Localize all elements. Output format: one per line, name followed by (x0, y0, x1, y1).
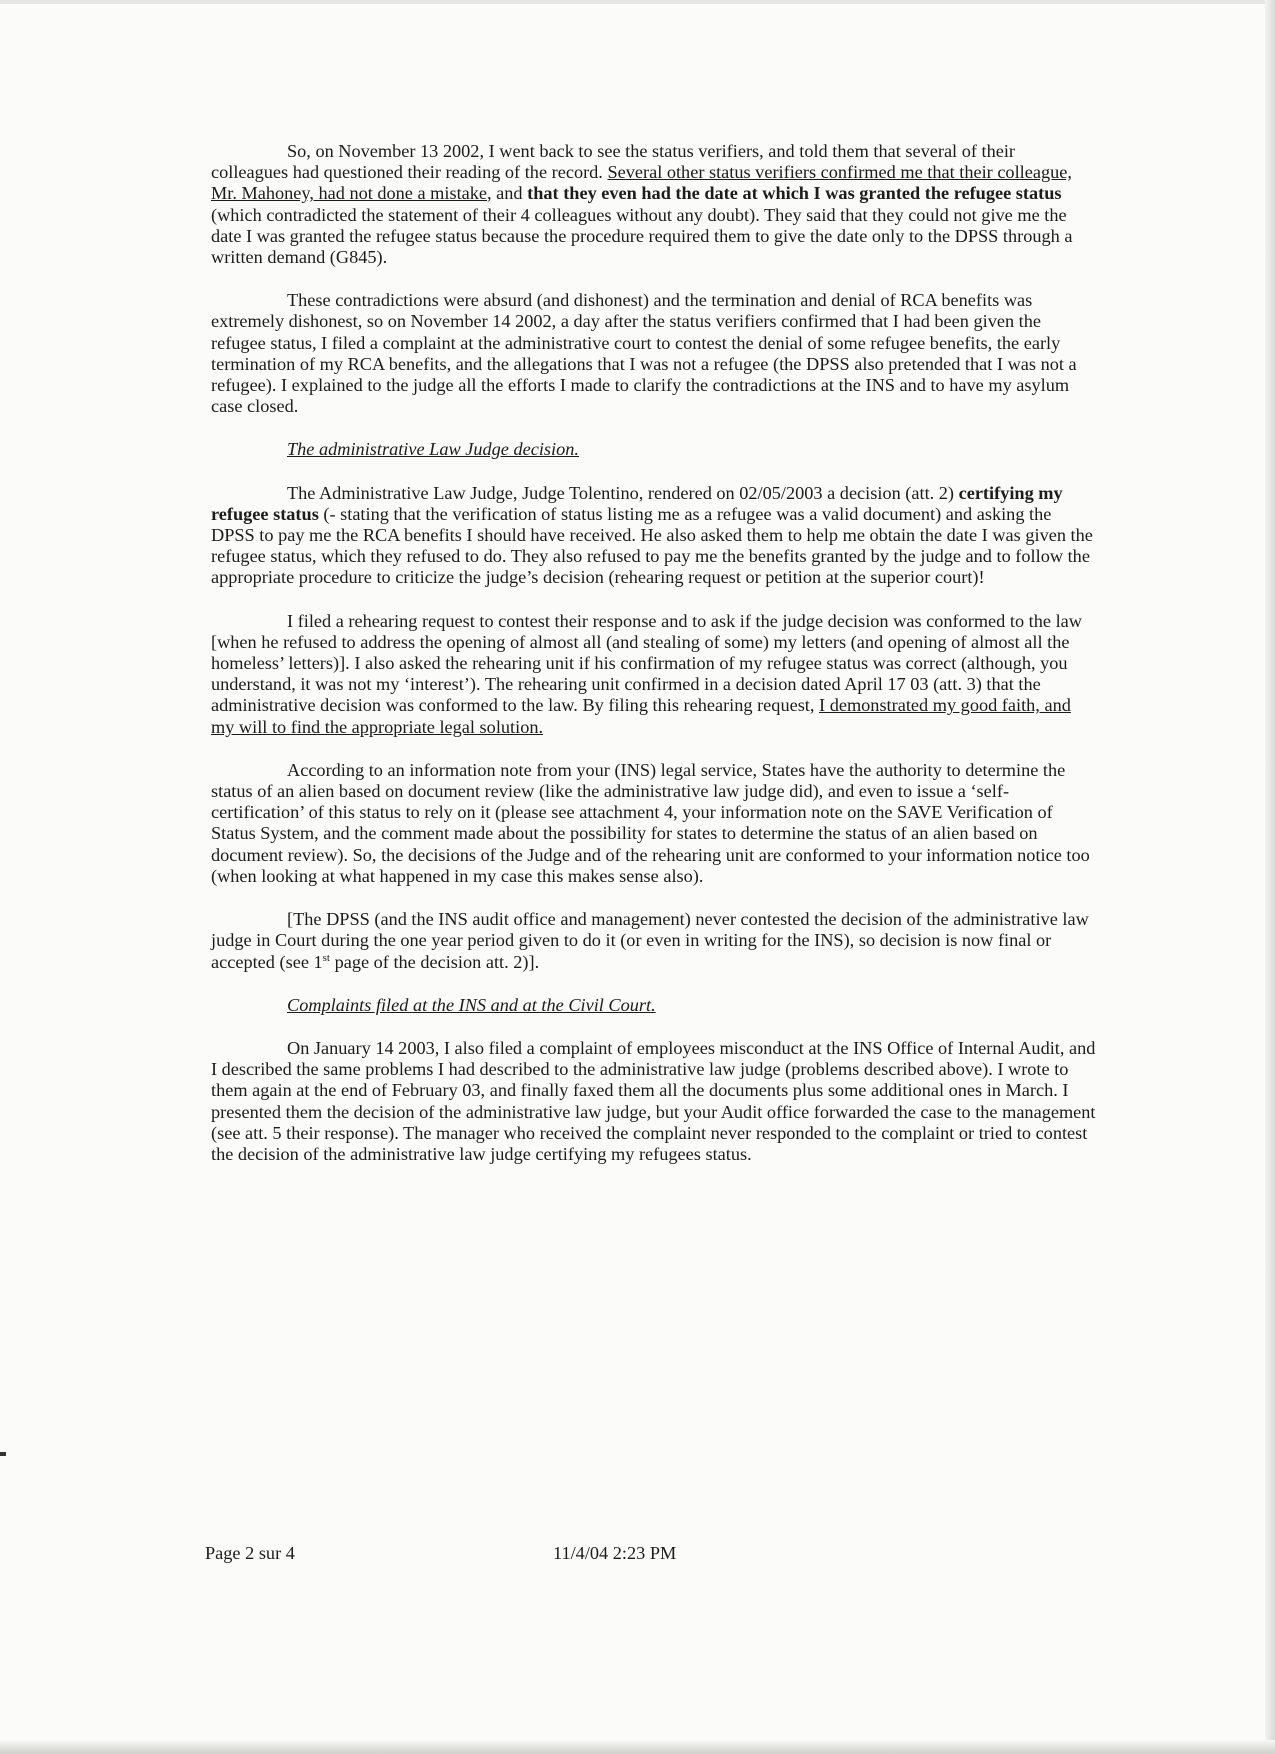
document-body (211, 141, 1096, 1187)
paragraph-information-note: According to an information note from your (INS) legal service, States have the authority to determine the status of an alien based on document review (like the administrative law judge did), and even to issue a ‘self-certification’ of this status to rely on it (please see attachment 4, your information note on the SAVE Verification of Status System, and the comment made about the possibility for states to determine the status of an alien based on document review). So, the decisions of the Judge and of the rehearing unit are conformed to your information notice too (when looking at what happened in my case this makes sense also). (211, 759, 1090, 886)
paragraph-contradictions: These contradictions were absurd (and dishonest) and the termination and denial of RCA benefits was extremely dishonest, so on November 14 2002, a day after the status verifiers confirmed that I had been given the refugee status, I filed a complaint at the administrative court to contest the denial of some refugee benefits, the early termination of my RCA benefits, and the allegations that I was not a refugee (the DPSS also pretended that I was not a refugee). I explained to the judge all the efforts I made to clarify the contradictions at the INS and to have my asylum case closed. (211, 290, 1077, 417)
footer-page-number: Page 2 sur 4 (205, 1543, 295, 1563)
paragraph-complaint-audit: On January 14 2003, I also filed a complaint of employees misconduct at the INS Office of Internal Audit, and I described the same problems I had described to the administrative law judge (problems described above). I wrote to them again at the end of February 03, and finally faxed them all the documents plus some additional ones in March. I presented them the decision of the administrative law judge, but your Audit office forwarded the case to the management (see att. 5 their response). The manager who received the complaint never responded to the complaint or tried to contest the decision of the administrative law judge certifying my refugees status. (211, 1037, 1096, 1164)
scan-edge-bottom (0, 1740, 1275, 1754)
paragraph-judge-decision: The Administrative Law Judge, Judge Tolentino, rendered on 02/05/2003 a decision (att. 2) certifying my refugee status (- stating that the verification of status listing me as a refugee was a valid document) and asking the DPSS to pay me the RCA benefits I should have received. He also asked them to help me obtain the date I was given the refugee status, which they refused to do. They also refused to pay me the benefits granted by the judge and to follow the appropriate procedure to criticize the judge’s decision (rehearing request or petition at the superior court)! (211, 482, 1093, 588)
scan-edge-right (1265, 0, 1275, 1754)
paragraph-status-verifiers: So, on November 13 2002, I went back to see the status verifiers, and told them that several of their colleagues had questioned their reading of the record. Several other status verifiers confirmed me that their colleague, Mr. Mahoney, had not done a mistake, and that they even had the date at which I was granted the refugee status (which contradicted the statement of their 4 colleagues without any doubt). They said that they could not give me the date I was granted the refugee status because the procedure required them to give the date only to the DPSS through a written demand (G845). (211, 141, 1073, 268)
scan-edge-top (0, 0, 1275, 4)
margin-mark (0, 1452, 6, 1456)
section-heading-complaints: Complaints filed at the INS and at the Civil Court. (287, 994, 656, 1015)
paragraph-rehearing-request: I filed a rehearing request to contest their response and to ask if the judge decision was conformed to the law [when he refused to address the opening of almost all (and stealing of some) my letters (and opening of almost all the homeless’ letters)]. I also asked the rehearing unit if his confirmation of my refugee status was correct (although, you understand, it was not my ‘interest’). The rehearing unit confirmed in a decision dated April 17 03 (att. 3) that the administrative decision was conformed to the law. By filing this rehearing request, I demonstrated my good faith, and my will to find the appropriate legal solution. (211, 610, 1082, 737)
footer-date: 11/4/04 2:23 PM (553, 1543, 677, 1563)
section-heading-judge-decision: The administrative Law Judge decision. (287, 439, 579, 460)
paragraph-decision-final: [The DPSS (and the INS audit office and management) never contested the decision of the administrative law judge in Court during the one year period given to do it (or even in writing for the INS), so decision is now final or accepted (see 1st page of the decision att. 2)]. (211, 909, 1089, 972)
